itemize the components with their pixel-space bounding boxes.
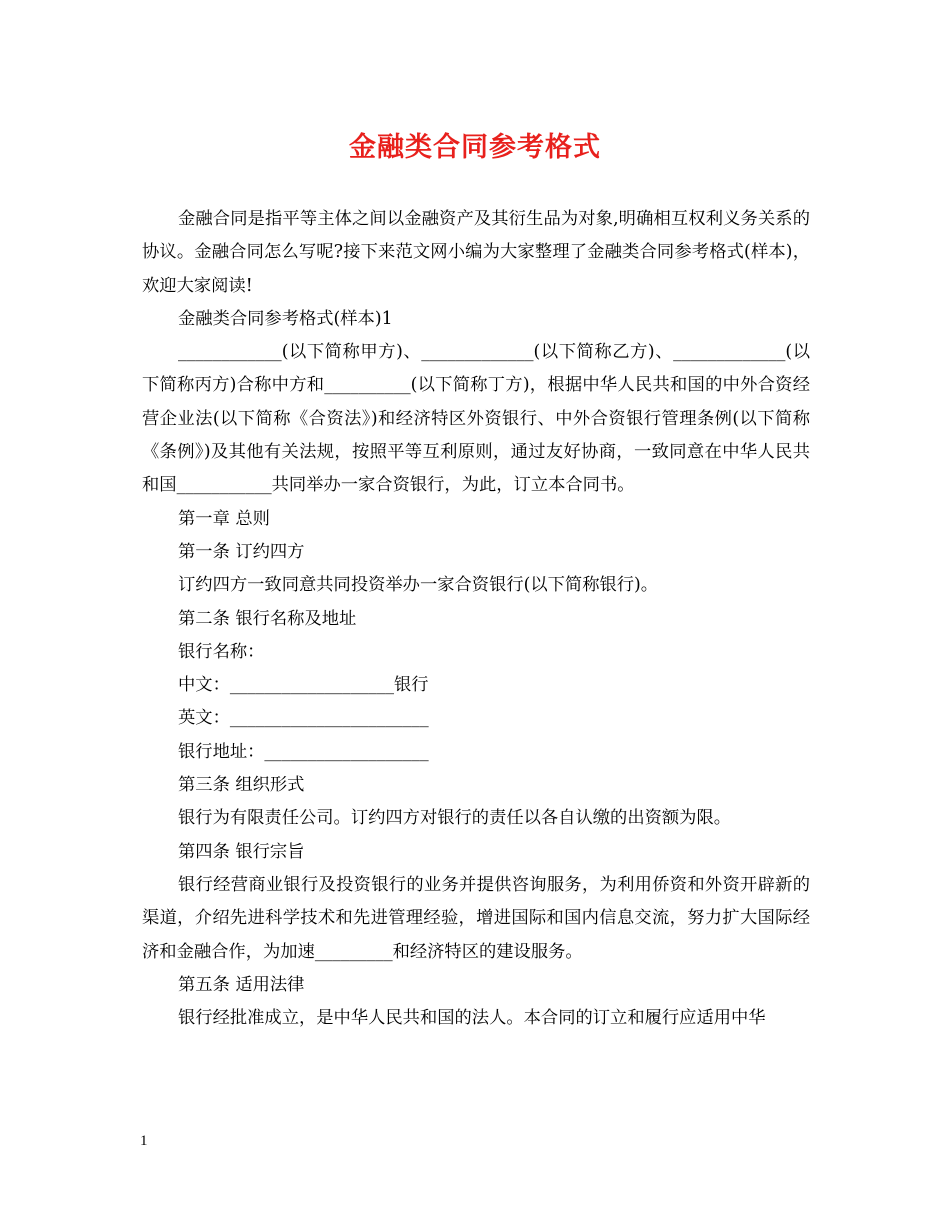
article-heading: 第一条 订约四方 (178, 541, 305, 562)
page-number: 1 (140, 1133, 148, 1149)
bank-address-field: 银行地址：___________________ (178, 741, 429, 762)
document-body (142, 203, 810, 1035)
purpose-paragraph: 银行经营商业银行及投资银行的业务并提供咨询服务，为利用侨资和外资开辟新的渠道，介绍先进科学技术和先进管理经验，增进国际和国内信息交流，努力扩大国际经济和金融合作，为加速_________和经济特区的建设服务。 (142, 874, 810, 962)
chapter-heading: 第一章 总则 (178, 508, 270, 529)
english-name-field: 英文：_______________________ (178, 708, 429, 729)
article-heading: 第三条 组织形式 (178, 775, 305, 796)
article-text: 银行为有限责任公司。订约四方对银行的责任以各自认缴的出资额为限。 (178, 808, 732, 829)
law-paragraph: 银行经批准成立，是中华人民共和国的法人。本合同的订立和履行应适用中华 (178, 1008, 766, 1029)
article-heading: 第五条 适用法律 (178, 974, 305, 995)
article-heading: 第四条 银行宗旨 (178, 841, 305, 862)
intro-paragraph: 金融合同是指平等主体之间以金融资产及其衍生品为对象,明确相互权利义务关系的协议。金融合同怎么写呢?接下来范文网小编为大家整理了金融类合同参考格式(样本)，欢迎大家阅读! (142, 209, 810, 296)
article-heading: 第二条 银行名称及地址 (178, 608, 357, 629)
article-text: 订约四方一致同意共同投资举办一家合资银行(以下简称银行)。 (178, 575, 659, 596)
chinese-name-field: 中文：___________________银行 (178, 675, 429, 696)
document-title: 金融类合同参考格式 (349, 132, 601, 163)
sample-heading: 金融类合同参考格式(样本)1 (178, 308, 393, 329)
bank-name-label: 银行名称： (178, 641, 265, 662)
parties-paragraph: ____________(以下简称甲方)、_____________(以下简称乙方)、_____________(以下简称丙方)合称中方和__________(以下简称丁方)，根据中华人民共和国的中外合资经营企业法(以下简称《合资法》)和经济特区外资银行、中外合资银行管理条例(以下简称《条例》)及其他有关法规，按照平等互利原则，通过友好协商，一致同意在中华人民共和国___________共同举办一家合资银行，为此，订立本合同书。 (142, 342, 810, 496)
